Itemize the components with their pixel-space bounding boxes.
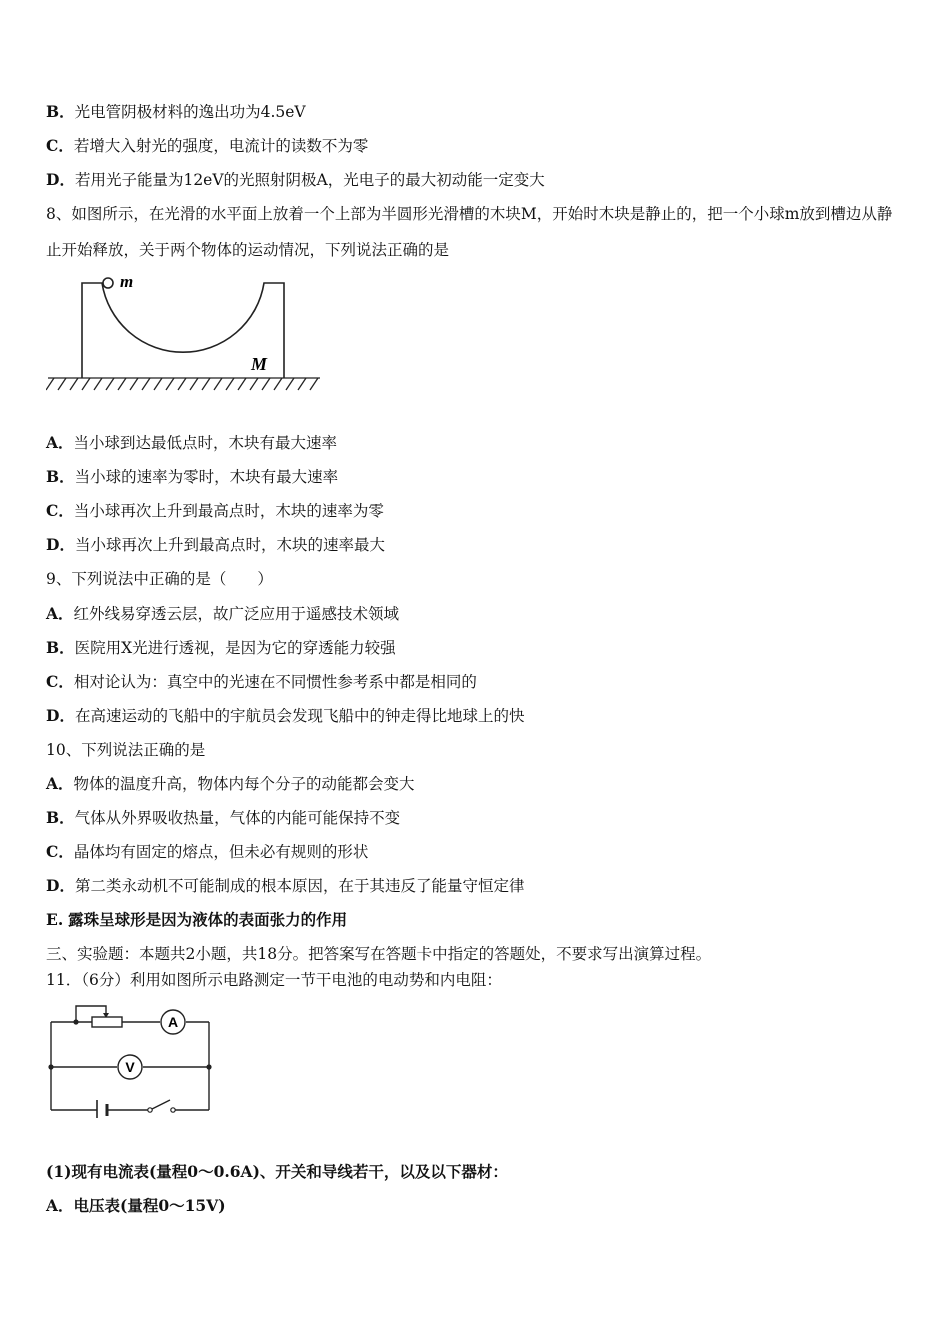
q9-stem: 9、下列说法中正确的是（ ） [46,570,273,588]
option-text: 晶体均有固定的熔点，但未必有规则的形状 [73,843,369,861]
option-letter: A． [46,604,74,623]
option-letter: C． [46,672,74,691]
switch-contact [171,1108,175,1112]
half-cylinder-groove-figure [46,270,326,395]
option-letter: B． [46,102,75,121]
option-letter: A． [46,774,74,793]
ball [103,278,113,288]
option-letter: D． [46,535,75,554]
ground-hatching [46,378,320,390]
option-letter: C． [46,842,74,861]
node-dot [206,1064,211,1069]
option-text: 电压表(量程0～15V) [73,1196,226,1215]
rheostat [92,1017,122,1027]
option-text: 当小球再次上升到最高点时，木块的速率为零 [73,502,384,520]
q7-option-c [46,136,368,156]
q8-option-c [46,501,384,521]
option-letter: C． [46,136,74,155]
ammeter-label: A [167,1014,179,1030]
q9-option-d [46,706,524,726]
q10-option-d [46,876,524,896]
q7-option-b [46,102,306,122]
q10-option-b [46,808,400,828]
q10-option-c [46,842,368,862]
option-text: 光电管阴极材料的逸出功为4.5eV [74,103,306,121]
q9-option-c [46,672,477,692]
q7-option-d [46,170,545,190]
block-label: M [251,354,268,374]
option-text: 医院用X光进行透视，是因为它的穿透能力较强 [74,639,396,657]
option-letter: E. [46,910,64,929]
q10-stem: 10、下列说法正确的是 [46,741,206,759]
ball-label: m [120,272,134,291]
q11-stem: 11．（6分）利用如图所示电路测定一节干电池的电动势和内电阻： [46,971,502,989]
option-text: 红外线易穿透云层，故广泛应用于遥感技术领域 [73,605,400,623]
q8-option-d [46,535,385,555]
q9-option-b [46,638,396,658]
circuit-diagram [46,1000,216,1118]
option-text: 当小球到达最低点时，木块有最大速率 [73,434,338,452]
option-text: 第二类永动机不可能制成的根本原因，在于其违反了能量守恒定律 [74,877,525,895]
q10-option-e [46,910,347,930]
option-letter: D． [46,706,75,725]
q11-option-a [46,1196,226,1216]
q10-option-a [46,774,415,794]
q8-option-a [46,433,337,453]
option-letter: D． [46,170,75,189]
option-text: 若用光子能量为12eV的光照射阴极A，光电子的最大初动能一定变大 [74,171,545,189]
option-letter: B． [46,808,75,827]
q8-stem: 8、如图所示，在光滑的水平面上放着一个上部为半圆形光滑槽的木块M，开始时木块是静止的，把一个小球m放到槽边从静止开始释放，关于两个物体的运动情况，下列说法正确的是 [46,205,893,259]
option-letter: B． [46,638,75,657]
option-text: 露珠呈球形是因为液体的表面张力的作用 [68,910,348,929]
option-letter: A． [46,1196,74,1215]
option-text: 物体的温度升高，物体内每个分子的动能都会变大 [73,775,415,793]
option-text: 当小球再次上升到最高点时，木块的速率最大 [74,536,385,554]
option-letter: B． [46,467,75,486]
q8-option-b [46,467,338,487]
option-text: 气体从外界吸收热量，气体的内能可能保持不变 [74,809,401,827]
switch-contact [148,1108,152,1112]
q11-part1: (1)现有电流表(量程0～0.6A)、开关和导线若干，以及以下器材： [46,1162,508,1181]
option-text: 相对论认为：真空中的光速在不同惯性参考系中都是相同的 [73,673,477,691]
option-letter: C． [46,501,74,520]
option-text: 若增大入射光的强度，电流计的读数不为零 [73,137,369,155]
option-letter: D． [46,876,75,895]
q9-option-a [46,604,399,624]
node-dot [48,1064,53,1069]
option-text: 在高速运动的飞船中的宇航员会发现飞船中的钟走得比地球上的快 [74,707,525,725]
voltmeter-label: V [125,1059,135,1075]
node-dot [73,1019,78,1024]
option-text: 当小球的速率为零时，木块有最大速率 [74,468,339,486]
section-heading: 三、实验题：本题共2小题，共18分。把答案写在答题卡中指定的答题处，不要求写出演算过程。 [46,945,712,963]
option-letter: A． [46,433,74,452]
